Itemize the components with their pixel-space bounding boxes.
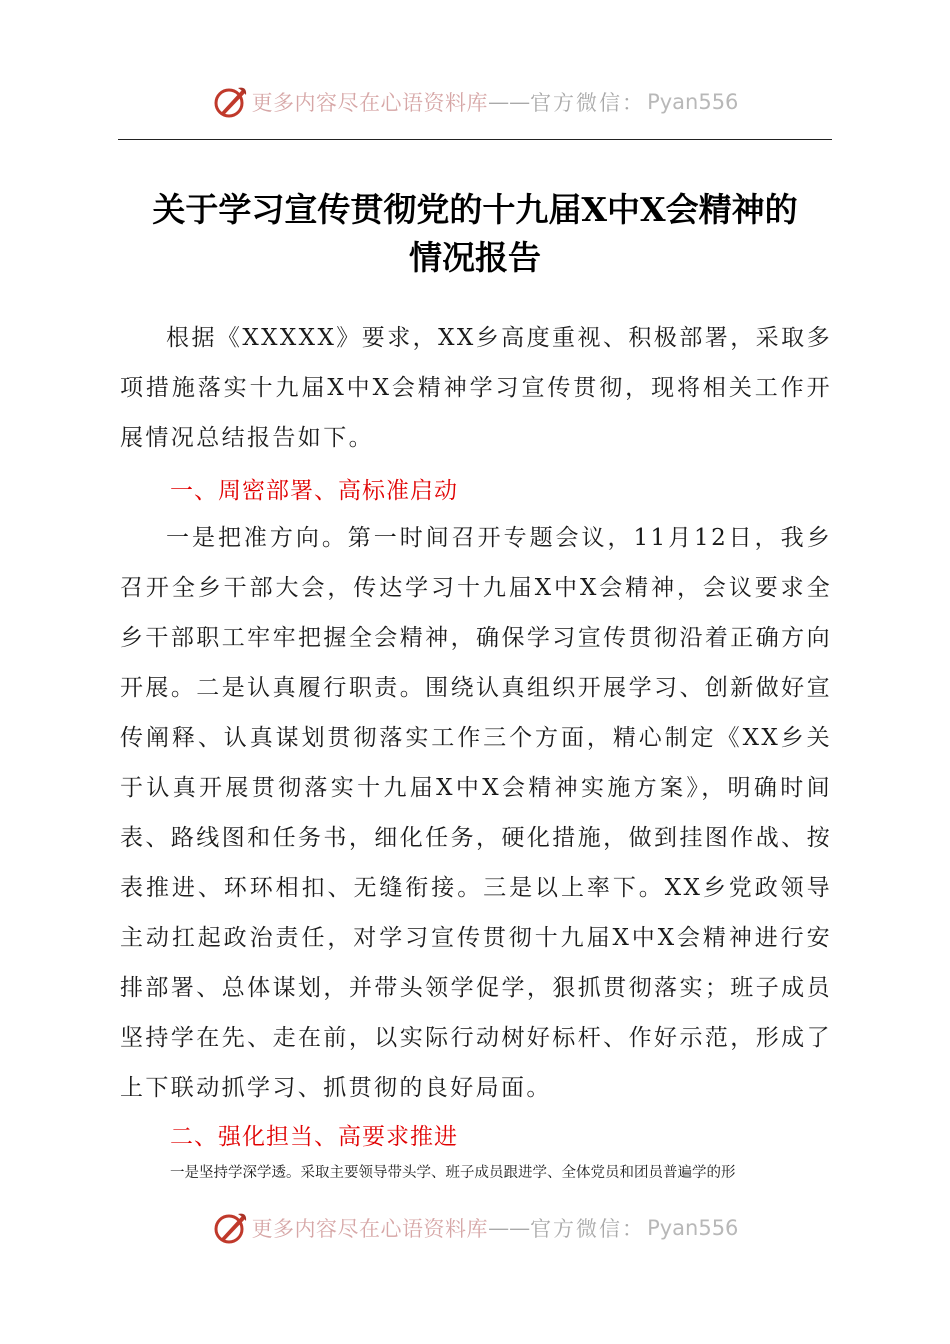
section-2-partial-line: 一是坚持学深学透。采取主要领导带头学、班子成员跟进学、全体党员和团员普遍学的形 [170,1165,736,1181]
section-1-heading: 一、周密部署、高标准启动 [170,478,458,504]
watermark-prefix: 更多内容尽在心语资料库 [251,91,489,115]
watermark-id: Pyan556 [647,1216,739,1240]
title-line-2: 情况报告 [409,238,541,277]
quill-logo-icon [212,84,248,120]
watermark-dash: —— [488,1216,531,1240]
watermark-label: 官方微信： [530,1217,646,1241]
title-line-1: 关于学习宣传贯彻党的十九届X中X会精神的 [152,190,798,229]
watermark-dash: —— [488,90,531,114]
watermark-banner-top [0,82,950,122]
watermark-id: Pyan556 [647,90,739,114]
header-divider [118,139,832,140]
section-2-heading: 二、强化担当、高要求推进 [170,1124,458,1150]
document-title [118,186,832,282]
section-1-paragraph: 一是把准方向。第一时间召开专题会议，11月12日，我乡召开全乡干部大会，传达学习十九届X中X会精神，会议要求全乡干部职工牢牢把握全会精神，确保学习宣传贯彻沿着正确方向开展。二是认真履行职责。围绕认真组织开展学习、创新做好宣传阐释、认真谋划贯彻落实工作三个方面，精心制定《XX乡关于认真开展贯彻落实十九届X中X会精神实施方案》，明确时间表、路线图和任务书，细化任务，硬化措施，做到挂图作战、按表推进、环环相扣、无缝衔接。三是以上率下。XX乡党政领导主动扛起政治责任，对学习宣传贯彻十九届X中X会精神进行安排部署、总体谋划，并带头领学促学，狠抓贯彻落实；班子成员坚持学在先、走在前，以实际行动树好标杆、作好示范，形成了上下联动抓学习、抓贯彻的良好局面。 [120,525,832,1101]
quill-logo-icon [212,1210,248,1246]
watermark-banner-bottom [0,1208,950,1248]
watermark-prefix: 更多内容尽在心语资料库 [251,1217,489,1241]
watermark-label: 官方微信： [530,91,646,115]
intro-paragraph: 根据《XXXXX》要求，XX乡高度重视、积极部署，采取多项措施落实十九届X中X会精神学习宣传贯彻，现将相关工作开展情况总结报告如下。 [120,325,832,451]
